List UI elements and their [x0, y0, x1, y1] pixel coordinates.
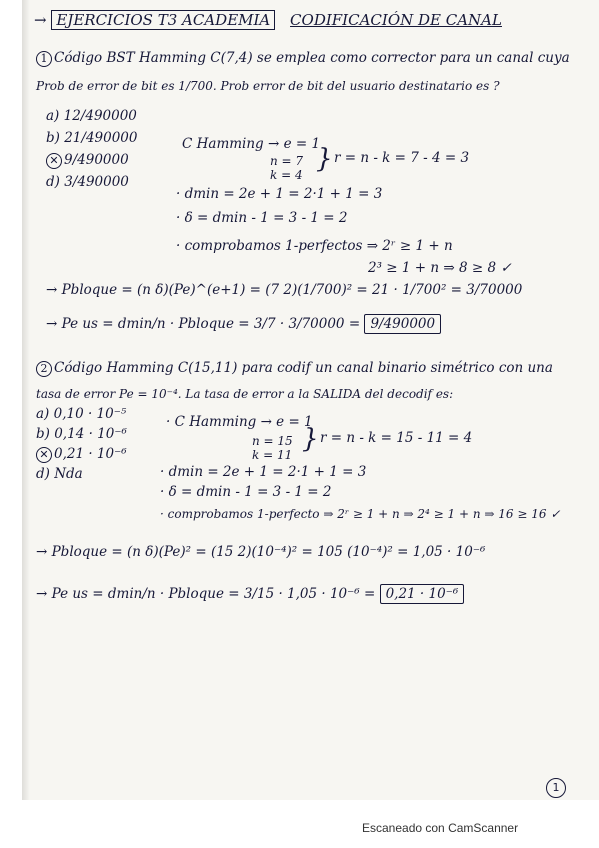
problem1-option-d: d) 3/490000 — [46, 174, 129, 190]
marked-answer-icon: ✕ — [36, 447, 52, 463]
problem1-option-a: a) 12/490000 — [46, 108, 137, 124]
header-arrow: → — [34, 11, 47, 29]
problem1-r-line: r = n - k = 7 - 4 = 3 — [334, 150, 470, 166]
brace-icon: } — [316, 144, 333, 174]
scanner-footer: Escaneado con CamScanner — [362, 821, 519, 835]
problem1-option-c: ✕ 9/490000 — [46, 152, 129, 169]
problem1-dmin: · dmin = 2e + 1 = 2·1 + 1 = 3 — [176, 186, 383, 202]
problem2-option-a: a) 0,10 · 10⁻⁵ — [36, 406, 127, 422]
problem1-option-b: b) 21/490000 — [46, 130, 138, 146]
problem2-number: 2 — [36, 361, 52, 377]
problem2-perfect: · comprobamos 1-perfecto ⇒ 2ʳ ≥ 1 + n ⇒ 2⁴ ≥ 1 + n ⇒ 16 ≥ 16 ✓ — [160, 507, 561, 521]
problem1-pbloque: → Pbloque = (n δ)(Pe)^(e+1) = (7 2)(1/700)² = 21 · 1/700² = 3/70000 — [46, 282, 523, 298]
problem2-pbloque: → Pbloque = (n δ)(Pe)² = (15 2)(10⁻⁴)² = 105 (10⁻⁴)² = 1,05 · 10⁻⁶ — [36, 544, 486, 560]
problem2-delta: · δ = dmin - 1 = 3 - 1 = 2 — [160, 484, 332, 500]
page-number: 1 — [546, 778, 566, 798]
problem2-answer-box: 0,21 · 10⁻⁶ — [380, 584, 465, 604]
problem2-statement-line2: tasa de error Pe = 10⁻⁴. La tasa de error a la SALIDA del decodif es: — [36, 387, 454, 401]
problem1-k-line: k = 4 — [270, 168, 303, 182]
problem2-option-c: ✕ 0,21 · 10⁻⁶ — [36, 446, 127, 463]
problem1-perfect1: · comprobamos 1-perfectos ⇒ 2ʳ ≥ 1 + n — [176, 238, 453, 254]
problem1-statement-line1: 1 Código BST Hamming C(7,4) se emplea como corrector para un canal cuya — [36, 50, 570, 67]
problem1-delta: · δ = dmin - 1 = 3 - 1 = 2 — [176, 210, 348, 226]
problem1-number: 1 — [36, 51, 52, 67]
problem2-dmin: · dmin = 2e + 1 = 2·1 + 1 = 3 — [160, 464, 367, 480]
problem2-n-line: n = 15 — [252, 434, 293, 448]
problem1-hamming-line: C Hamming → e = 1 — [182, 136, 321, 152]
page-subtitle: CODIFICACIÓN DE CANAL — [290, 11, 502, 29]
problem1-perfect2: 2³ ≥ 1 + n ⇒ 8 ≥ 8 ✓ — [368, 260, 512, 276]
problem2-r-line: r = n - k = 15 - 11 = 4 — [320, 430, 473, 446]
page-header — [34, 12, 502, 28]
brace-icon: } — [302, 424, 319, 454]
problem2-option-d: d) Nda — [36, 466, 83, 482]
problem1-statement-line2: Prob de error de bit es 1/700. Prob error de bit del usuario destinatario es ? — [36, 79, 500, 93]
problem1-n-line: n = 7 — [270, 154, 304, 168]
problem1-peus: → Pe us = dmin/n · Pbloque = 3/7 · 3/70000 = 9/490000 — [46, 316, 441, 332]
problem1-answer-box: 9/490000 — [364, 314, 441, 334]
problem2-peus: → Pe us = dmin/n · Pbloque = 3/15 · 1,05 · 10⁻⁶ = 0,21 · 10⁻⁶ — [36, 586, 464, 602]
page-edge-shadow — [22, 0, 30, 800]
problem2-option-b: b) 0,14 · 10⁻⁶ — [36, 426, 127, 442]
page-title: EJERCICIOS T3 ACADEMIA — [51, 10, 275, 30]
problem2-statement-line1: 2 Código Hamming C(15,11) para codif un canal binario simétrico con una — [36, 360, 553, 377]
problem2-hamming-line: · C Hamming → e = 1 — [166, 414, 313, 430]
problem2-k-line: k = 11 — [252, 448, 293, 462]
marked-answer-icon: ✕ — [46, 153, 62, 169]
